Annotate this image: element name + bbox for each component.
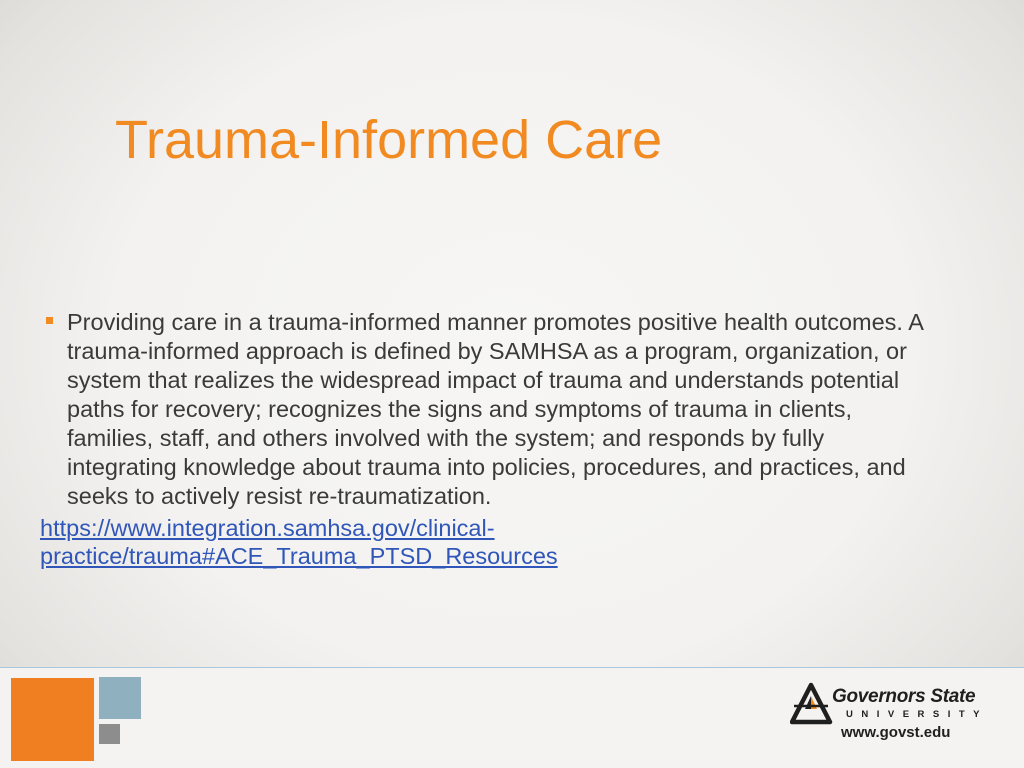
logo-subtitle: UNIVERSITY (846, 709, 989, 720)
logo-name: Governors State (832, 686, 976, 707)
samhsa-source-link[interactable]: https://www.integration.samhsa.gov/clinical-practice/trauma#ACE_Trauma_PTSD_Resources (40, 515, 558, 569)
decor-square-gray (99, 724, 120, 744)
bullet-text: Providing care in a trauma-informed manner promotes positive health outcomes. A trauma-informed approach is defined by SAMHSA as a program, organization, or system that realizes the widespread impact of trauma and understands potential paths for recovery; recognizes the signs and symptoms of trauma in clients, families, staff, and others involved with the system; and responds by fully integrating knowledge about trauma into policies, procedures, and practices, and seeks to actively resist re-traumatization. (67, 309, 923, 509)
bullet-square-icon (46, 317, 53, 324)
slide-title: Trauma-Informed Care (115, 110, 663, 170)
logo-url: www.govst.edu (841, 724, 951, 741)
decor-square-blue (99, 677, 141, 719)
bullet-item (40, 308, 940, 511)
gsu-triangle-icon (790, 682, 834, 726)
footer-divider (0, 667, 1024, 668)
slide-body (40, 308, 940, 570)
university-logo (790, 682, 990, 752)
decor-square-orange (11, 678, 94, 761)
